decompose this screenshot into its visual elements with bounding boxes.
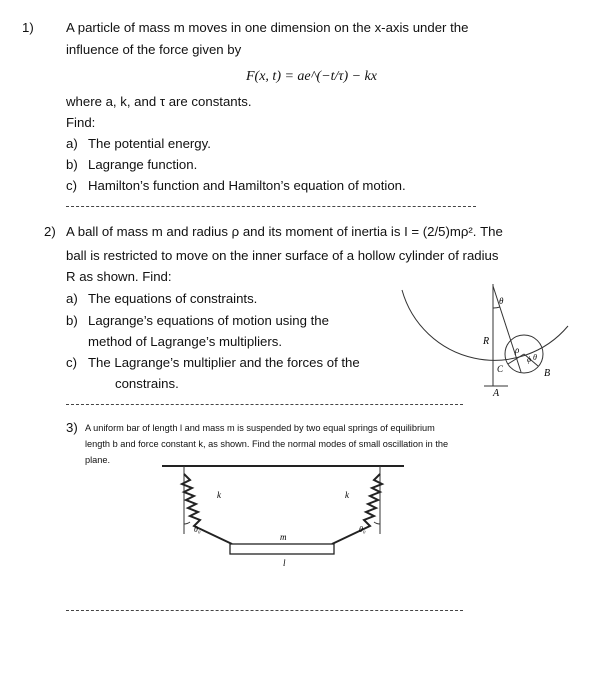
left-spring (182, 474, 232, 544)
q1-item-c-text: Hamilton’s function and Hamilton’s equation of motion. (88, 178, 406, 193)
q3-text-line2: length b and force constant k, as shown. Find the normal modes of small oscillation in the (85, 439, 449, 449)
separator-3 (66, 610, 463, 611)
q2-text-line3: R as shown. Find: (66, 269, 172, 284)
q3-number: 3) (66, 420, 78, 435)
q3-spring-bar-figure (160, 460, 410, 570)
q3-text-line1: A uniform bar of length l and mass m is suspended by two equal springs of equilibrium (85, 423, 435, 433)
q2-item-a-text: The equations of constraints. (88, 291, 258, 306)
separator-1 (66, 206, 476, 207)
q2-item-b-text-cont: method of Lagrange’s multipliers. (88, 334, 283, 349)
q1-where-line: where a, k, and τ are constants. (66, 94, 252, 109)
label-C: C (497, 364, 504, 374)
q1-item-b-marker: b) (66, 157, 78, 172)
q2-text-line1: A ball of mass m and radius ρ and its moment of inertia is I = (2/5)mρ². The (66, 224, 503, 239)
q1-number: 1) (22, 20, 34, 35)
label-l: l (283, 558, 286, 568)
q1-force-formula: F(x, t) = ae^(−t/τ) − kx (246, 69, 377, 84)
theta-arc (493, 307, 500, 308)
label-k-left: k (217, 490, 221, 500)
q2-number: 2) (44, 224, 56, 239)
q1-item-b-text: Lagrange function. (88, 157, 198, 172)
label-phi: ϕ (527, 355, 532, 364)
q1-text-line2: influence of the force given by (66, 42, 242, 57)
label-theta-top: θ (499, 296, 504, 306)
label-rho: ρ (515, 345, 520, 355)
right-angle-arc (374, 522, 380, 524)
q2-cylinder-figure (396, 280, 576, 410)
q2-text-line2: ball is restricted to move on the inner surface of a hollow cylinder of radius (66, 248, 499, 263)
q1-item-a-text: The potential energy. (88, 136, 211, 151)
label-theta-ball: θ (533, 353, 537, 362)
label-R: R (483, 336, 490, 347)
label-theta-left: θ₀ (194, 525, 201, 534)
label-k-right: k (345, 490, 349, 500)
separator-2 (66, 404, 463, 405)
q1-find-label: Find: (66, 115, 96, 130)
q2-item-c-marker: c) (66, 355, 77, 370)
q1-text-line1: A particle of mass m moves in one dimension on the x-axis under the (66, 20, 469, 35)
q1-item-a-marker: a) (66, 136, 78, 151)
q2-item-b-text: Lagrange’s equations of motion using the (88, 313, 329, 328)
right-spring (332, 474, 382, 544)
bar (230, 544, 334, 554)
label-A: A (493, 388, 500, 399)
label-m: m (280, 532, 287, 542)
label-theta-right: θ₀ (359, 525, 366, 534)
q2-item-a-marker: a) (66, 291, 78, 306)
q2-item-c-text: The Lagrange’s multiplier and the forces of the (88, 355, 360, 370)
q3-text-line3: plane. (85, 455, 111, 465)
cylinder-arc (402, 290, 568, 360)
q2-item-b-marker: b) (66, 313, 78, 328)
q1-item-c-marker: c) (66, 178, 77, 193)
left-angle-arc (184, 522, 190, 524)
q2-item-c-text-cont: constrains. (115, 376, 179, 391)
label-B: B (544, 368, 551, 379)
